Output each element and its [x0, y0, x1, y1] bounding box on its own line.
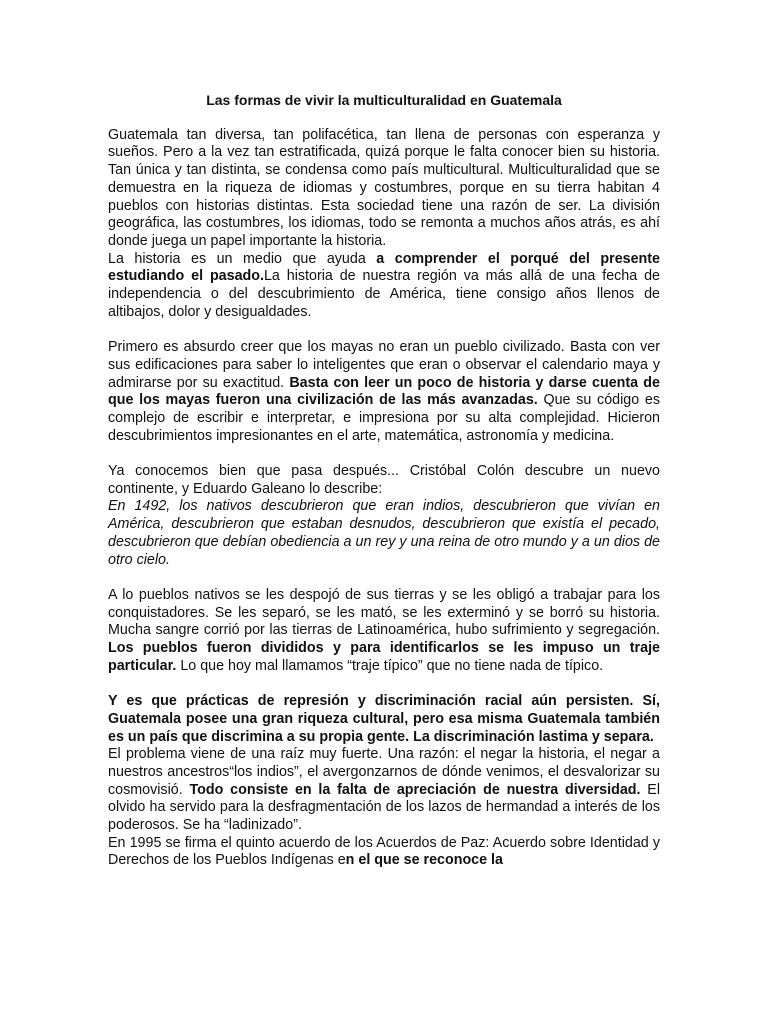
paragraph-6-bold-lead: Y es que prácticas de represión y discriminación racial aún persisten. Sí, Guatemala posee una gran riqueza cultural, pero esa misma Guatemala también es un país que discrimina a su propia gente. La discriminación lastima y separa.: [108, 693, 660, 745]
paragraph-6-text-c: El olvido ha servido para la desfragmentación de los lazos de hermandad a interés de los poderosos. Se ha “ladinizado”.: [108, 781, 661, 834]
paragraph-3-text-a: Primero es absurdo creer que los mayas no eran un pueblo civilizado. Basta con ver sus edificaciones para saber lo inteligentes que eran o observar el calendario maya y admirarse por su exactitud.: [108, 339, 660, 391]
paragraph-7-bold: n el que se reconoce la: [345, 852, 503, 869]
paragraph-2-text-a: La historia es un medio que ayuda: [108, 250, 377, 267]
paragraph-gap: [108, 675, 660, 693]
paragraph-1: [108, 127, 660, 322]
paragraph-3-text-c: Que su código es complejo de escribir e interpretar, e impresiona por su alta complejidad. Hicieron descubrimientos impresionantes en el arte, matemática, astronomía y medicina.: [108, 392, 660, 444]
paragraph-6: [108, 693, 660, 870]
paragraph-4: [108, 463, 660, 569]
paragraph-7-text: En 1995 se firma el quinto acuerdo de los Acuerdos de Paz: Acuerdo sobre Identidad y Derechos de los Pueblos Indígenas e: [108, 834, 660, 869]
galeano-quote: En 1492, los nativos descubrieron que eran indios, descubrieron que vivían en América, descubrieron que estaban desnudos, descubrieron que existía el pecado, descubrieron que debían obediencia a un rey y una reina de otro mundo y a un dios de otro cielo.: [108, 498, 660, 568]
paragraph-5: [108, 587, 660, 676]
paragraph-5-text-c: Lo que hoy mal llamamos “traje típico” que no tiene nada de típico.: [176, 657, 604, 674]
paragraph-2-text-c: La historia de nuestra región va más allá de una fecha de independencia o del descubrimiento de América, tiene consigo años llenos de altibajos, dolor y desigualdades.: [108, 268, 660, 320]
paragraph-1-text: Guatemala tan diversa, tan polifacética, tan llena de personas con esperanza y sueños. Pero a la vez tan estratificada, quizá porque le falta conocer bien su historia. Tan única y tan distinta, se condensa como país multicultural. Multiculturalidad que se demuestra en la riqueza de idiomas y costumbres, porque en su tierra habitan 4 pueblos con historias distintas. Esta sociedad tiene una razón de ser. La división geográfica, las costumbres, los idiomas, todo se remonta a muchos años atrás, es ahí donde juega un papel importante la historia.: [108, 126, 660, 249]
paragraph-5-bold: Los pueblos fueron divididos y para identificarlos se les impuso un traje particular.: [108, 640, 660, 674]
document-page: [108, 92, 660, 870]
paragraph-3: [108, 339, 660, 445]
document-title: Las formas de vivir la multiculturalidad en Guatemala: [206, 92, 562, 108]
paragraph-6-bold: Todo consiste en la falta de apreciación de nuestra diversidad.: [189, 781, 641, 798]
paragraph-4-text: Ya conocemos bien que pasa después... Cristóbal Colón descubre un nuevo continente, y Eduardo Galeano lo describe:: [108, 463, 660, 497]
paragraph-6-text-a: El problema viene de una raíz muy fuerte. Una razón: el negar la historia, el negar a nuestros ancestros“los indios”, el avergonzarnos de dónde venimos, el desvalorizar su cosmovisió.: [108, 746, 660, 798]
paragraph-5-text-a: A lo pueblos nativos se les despojó de sus tierras y se les obligó a trabajar para los conquistadores. Se les separó, se les mató, se les exterminó y se borró su historia. Mucha sangre corrió por las tierras de Latinoamérica, hubo sufrimiento y segregación.: [108, 586, 660, 639]
paragraph-gap: [108, 569, 660, 587]
paragraph-2-bold: a comprender el porqué del presente estudiando el pasado.: [108, 250, 661, 285]
paragraph-3-bold: Basta con leer un poco de historia y darse cuenta de que los mayas fueron una civilización de las más avanzadas.: [108, 374, 660, 409]
paragraph-gap: [108, 321, 660, 339]
paragraph-gap: [108, 445, 660, 463]
